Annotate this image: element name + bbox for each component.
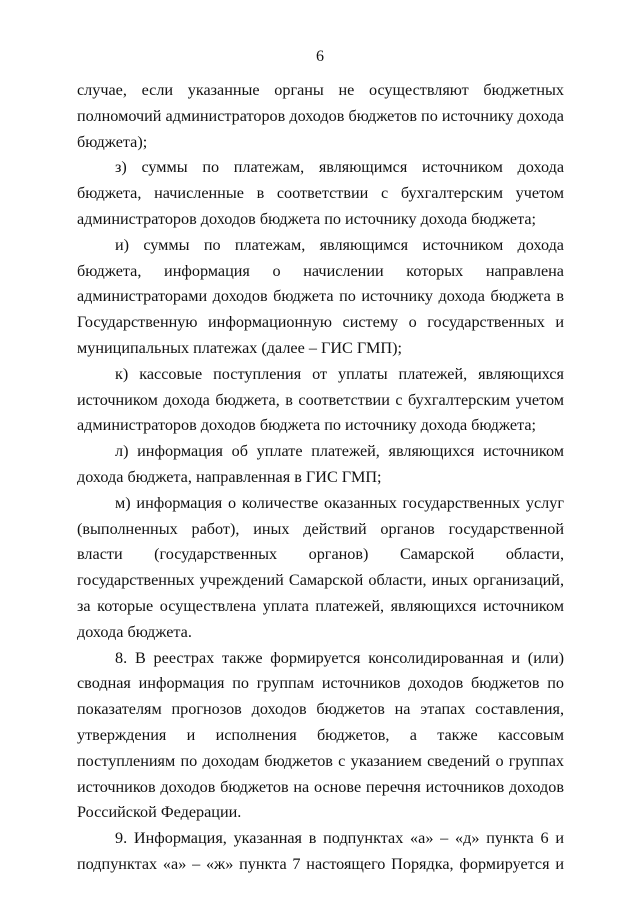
paragraph-clause-9: 9. Информация, указанная в подпунктах «а» – «д» пункта 6 и подпунктах «а» – «ж» пункта 7 настоящего Порядка, формируется и xyxy=(77,829,564,873)
paragraph-item-m: м) информация о количестве оказанных государственных услуг (выполненных работ), иных действий органов государственной власти (государственных органов) Самарской области, государственных учреждений Самарской области, иных организаций, за которые осуществлена уплата платежей, являющихся источником дохода бюджета. xyxy=(77,493,564,641)
page-number: 6 xyxy=(316,48,324,65)
paragraph-item-i: и) суммы по платежам, являющимся источником дохода бюджета, информация о начислении которых направлена администраторами доходов бюджета по источнику дохода бюджета в Государственную информационную систему о государственных и муниципальных платежах (далее – ГИС ГМП); xyxy=(77,235,564,357)
paragraph-continuation: случае, если указанные органы не осуществляют бюджетных полномочий администраторов доходов бюджетов по источнику дохода бюджета); xyxy=(77,81,564,151)
document-body xyxy=(77,78,564,878)
paragraph-clause-8: 8. В реестрах также формируется консолидированная и (или) сводная информация по группам источников доходов бюджетов по показателям прогнозов доходов бюджетов на этапах составления, утверждения и исполнения бюджетов, а также кассовым поступлениям по доходам бюджетов с указанием сведений о группах источников доходов бюджетов на основе перечня источников доходов Российской Федерации. xyxy=(77,648,564,822)
paragraph-item-k: к) кассовые поступления от уплаты платежей, являющихся источником дохода бюджета, в соответствии с бухгалтерским учетом администраторов доходов бюджета по источнику дохода бюджета; xyxy=(77,364,564,435)
paragraph-item-l: л) информация об уплате платежей, являющихся источником дохода бюджета, направленная в ГИС ГМП; xyxy=(77,442,564,486)
paragraph-item-z: з) суммы по платежам, являющимся источником дохода бюджета, начисленные в соответствии с бухгалтерским учетом администраторов доходов бюджета по источнику дохода бюджета; xyxy=(77,158,564,228)
